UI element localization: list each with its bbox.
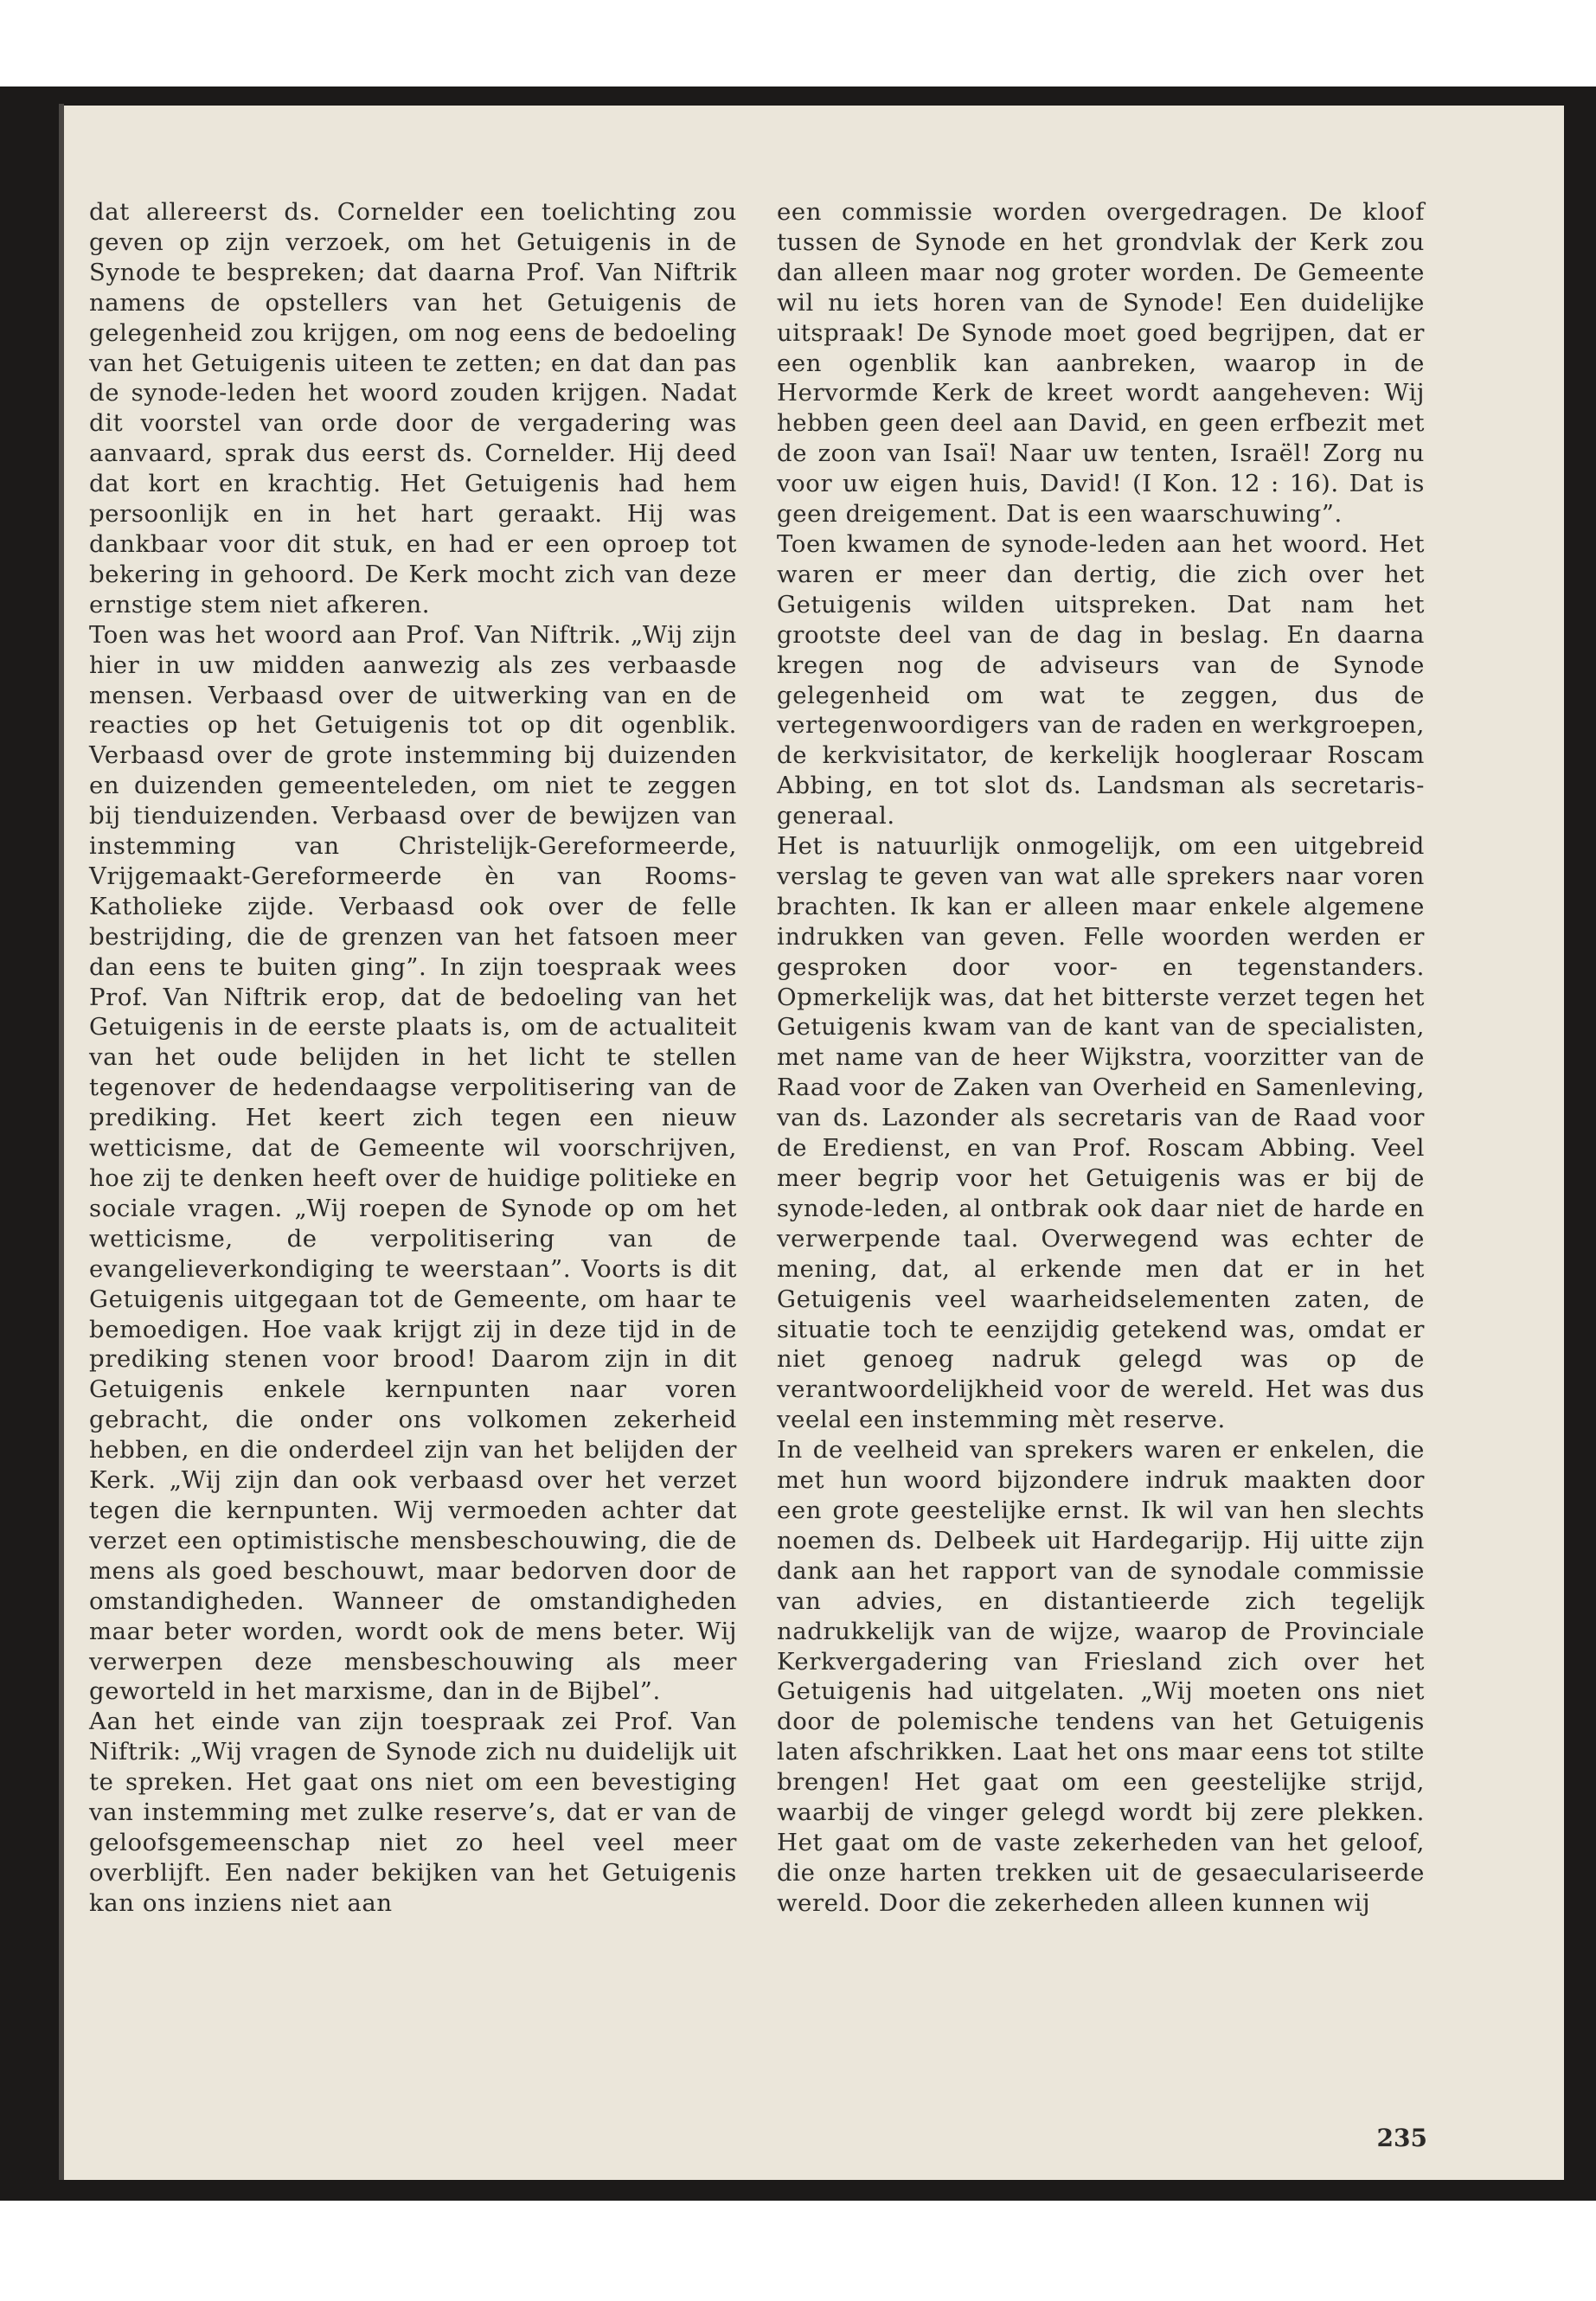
- paragraph: Toen kwamen de synode-leden aan het woord. Het waren er meer dan dertig, die zich over het Getuigenis wilden uitspreken. Dat nam het grootste deel van de dag in beslag. En daarna kregen nog de adviseurs van de Synode gelegenheid om wat te zeggen, dus de vertegenwoordigers van de raden en werkgroepen, de kerkvisitator, de kerkelijk hoogleraar Roscam Abbing, en tot slot ds. Landsman als secretaris-generaal.: [777, 529, 1425, 830]
- paragraph: een commissie worden overgedragen. De kloof tussen de Synode en het grondvlak der Kerk zou dan alleen maar nog groter worden. De Gemeente wil nu iets horen van de Synode! Een duidelijke uitspraak! De Synode moet goed begrijpen, dat er een ogenblik kan aanbreken, waarop in de Hervormde Kerk de kreet wordt aangeheven: Wij hebben geen deel aan David, en geen erfbezit met de zoon van Isaï! Naar uw tenten, Israël! Zorg nu voor uw eigen huis, David! (I Kon. 12 : 16). Dat is geen dreigement. Dat is een waarschuwing”.: [777, 198, 1425, 529]
- paragraph: In de veelheid van sprekers waren er enkelen, die met hun woord bijzondere indruk maakten door een grote geestelijke ernst. Ik wil van hen slechts noemen ds. Delbeek uit Hardegarijp. Hij uitte zijn dank aan het rapport van de synodale commissie van advies, en distantieerde zich tegelijk nadrukkelijk van de wijze, waarop de Provinciale Kerkvergadering van Friesland zich over het Getuigenis had uitgelaten. „Wij moeten ons niet door de polemische tendens van het Getuigenis laten afschrikken. Laat het ons maar eens tot stilte brengen! Het gaat om een geestelijke strijd, waarbij de vinger gelegd wordt bij zere plekken. Het gaat om de vaste zekerheden van het geloof, die onze harten trekken uit de gesaeculariseerde wereld. Door die zekerheden alleen kunnen wij: [777, 1436, 1425, 1917]
- right-text-column: [777, 197, 1425, 1919]
- paragraph: Het is natuurlijk onmogelijk, om een uitgebreid verslag te geven van wat alle sprekers naar voren brachten. Ik kan er alleen maar enkele algemene indrukken van geven. Felle woorden werden er gesproken door voor- en tegenstanders. Opmerkelijk was, dat het bitterste verzet tegen het Getuigenis kwam van de kant van de specialisten, met name van de heer Wijkstra, voorzitter van de Raad voor de Zaken van Overheid en Samenleving, van ds. Lazonder als secretaris van de Raad voor de Eredienst, en van Prof. Roscam Abbing. Veel meer begrip voor het Getuigenis was er bij de synode-leden, al ontbrak ook daar niet de harde en verwerpende taal. Overwegend was echter de mening, dat, al erkende men dat er in het Getuigenis veel waarheidselementen zaten, de situatie toch te eenzijdig getekend was, omdat er niet genoeg nadruk gelegd was op de verantwoordelijkheid voor de wereld. Het was dus veelal een instemming mèt reserve.: [777, 832, 1425, 1434]
- book-binding-left: [0, 87, 59, 2197]
- book-right-edge: [1564, 87, 1596, 2201]
- book-top-edge: [0, 87, 1596, 106]
- paragraph: Toen was het woord aan Prof. Van Niftrik. „Wij zijn hier in uw midden aanwezig als zes verbaasde mensen. Verbaasd over de uitwerking van en de reacties op het Getuigenis tot op dit ogenblik. Verbaasd over de grote instemming bij duizenden en duizenden gemeenteleden, om niet te zeggen bij tienduizenden. Verbaasd over de bewijzen van instemming van Christelijk-Gereformeerde, Vrijgemaakt-Gereformeerde èn van Rooms-Katholieke zijde. Verbaasd ook over de felle bestrijding, die de grenzen van het fatsoen meer dan eens te buiten ging”. In zijn toespraak wees Prof. Van Niftrik erop, dat de bedoeling van het Getuigenis in de eerste plaats is, om de actualiteit van het oude belijden in het licht te stellen tegenover de hedendaagse verpolitisering van de prediking. Het keert zich tegen een nieuw wetticisme, dat de Gemeente wil voorschrijven, hoe zij te denken heeft over de huidige politieke en sociale vragen. „Wij roepen de Synode op om het wetticisme, de verpolitisering van de evangelieverkondiging te weerstaan”. Voorts is dit Getuigenis uitgegaan tot de Gemeente, om haar te bemoedigen. Hoe vaak krijgt zij in deze tijd in de prediking stenen voor brood! Daarom zijn in dit Getuigenis enkele kernpunten naar voren gebracht, die onder ons volkomen zekerheid hebben, en die onderdeel zijn van het belijden der Kerk. „Wij zijn dan ook verbaasd over het verzet tegen die kernpunten. Wij vermoeden achter dat verzet een optimistische mensbeschouwing, die de mens als goed beschouwt, maar bedorven door de omstandigheden. Wanneer de omstandigheden maar beter worden, wordt ook de mens beter. Wij verwerpen deze mensbeschouwing als meer geworteld in het marxisme, dan in de Bijbel”.: [89, 620, 737, 1706]
- paragraph: dat allereerst ds. Cornelder een toelichting zou geven op zijn verzoek, om het Getuigenis in de Synode te bespreken; dat daarna Prof. Van Niftrik namens de opstellers van het Getuigenis de gelegenheid zou krijgen, om nog eens de bedoeling van het Getuigenis uiteen te zetten; en dat dan pas de synode-leden het woord zouden krijgen. Nadat dit voorstel van orde door de vergadering was aanvaard, sprak dus eerst ds. Cornelder. Hij deed dat kort en krachtig. Het Getuigenis had hem persoonlijk en in het hart geraakt. Hij was dankbaar voor dit stuk, en had er een oproep tot bekering in gehoord. De Kerk mocht zich van deze ernstige stem niet afkeren.: [89, 198, 737, 619]
- paragraph: Aan het einde van zijn toespraak zei Prof. Van Niftrik: „Wij vragen de Synode zich nu duidelijk uit te spreken. Het gaat ons niet om een bevestiging van instemming met zulke reserve’s, dat er van de geloofsgemeenschap niet zo heel veel meer overblijft. Een nader bekijken van het Getuigenis kan ons inziens niet aan: [89, 1708, 737, 1917]
- left-text-column: [89, 197, 737, 1919]
- page-number: 235: [1376, 2124, 1427, 2152]
- book-bottom-edge: [0, 2180, 1596, 2201]
